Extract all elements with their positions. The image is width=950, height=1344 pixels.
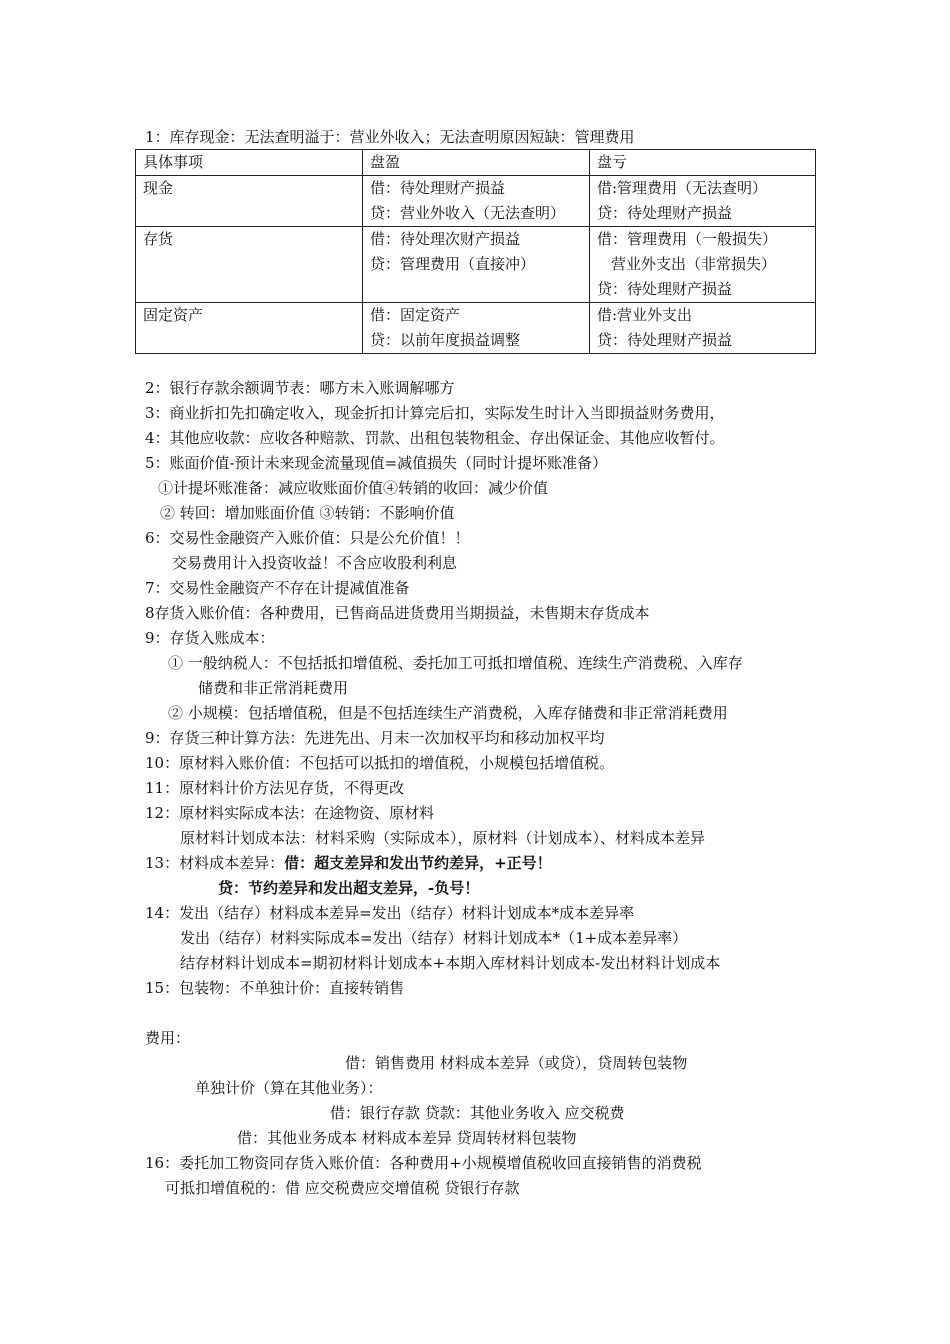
cell-text: 借：固定资产: [370, 306, 461, 324]
item-7: 7：交易性金融资产不存在计提减值准备: [145, 579, 410, 597]
item-9-sub-2: ② 小规模：包括增值税，但是不包括连续生产消费税，入库存储费和非正常消耗费用: [168, 704, 728, 722]
item-11: 11：原材料计价方法见存货，不得更改: [145, 779, 405, 797]
item-9: 9：存货入账成本：: [145, 629, 275, 647]
item-2: 2：银行存款余额调节表：哪方未入账调解哪方: [145, 379, 455, 397]
cell-text: 借：管理费用（一般损失）: [597, 230, 778, 248]
table-header-item: 具体事项: [136, 150, 363, 176]
item-13-credit: 贷：节约差异和发出超支差异，-负号！: [218, 879, 480, 897]
fee-separate-pricing: 单独计价（算在其他业务）：: [195, 1079, 383, 1097]
item-6: 6：交易性金融资产入账价值：只是公允价值！！: [145, 529, 470, 547]
cell-text: 贷：待处理财产损益: [597, 280, 733, 298]
cell-text: 贷：以前年度损益调整: [370, 331, 521, 349]
table-cell-item: 固定资产: [136, 303, 363, 354]
item-1-cash: 1：库存现金：无法查明溢于：营业外收入；无法查明原因短缺：管理费用: [145, 128, 635, 146]
cell-text: 贷：管理费用（直接冲）: [370, 255, 536, 273]
cell-text: 营业外支出（非常损失）: [611, 255, 777, 273]
cell-text: 借:营业外支出: [597, 306, 693, 324]
item-5: 5：账面价值-预计未来现金流量现值=减值损失（同时计提坏账准备）: [145, 454, 608, 472]
item-14-sub-1: 发出（结存）材料实际成本=发出（结存）材料计划成本*（1+成本差异率）: [180, 929, 688, 947]
item-9-sub-1-cont: 储费和非正常消耗费用: [198, 679, 349, 697]
table-row: [136, 176, 816, 227]
table-cell-item: 存货: [136, 227, 363, 303]
table-header-loss: 盘亏: [590, 150, 816, 176]
item-12: 12：原材料实际成本法：在途物资、原材料: [145, 804, 435, 822]
item-16: 16：委托加工物资同存货入账价值：各种费用+小规模增值税收回直接销售的消费税: [145, 1154, 702, 1172]
table-header-row: [136, 150, 816, 176]
item-12-sub: 原材料计划成本法：材料采购（实际成本），原材料（计划成本）、材料成本差异: [180, 829, 706, 847]
item-14: 14：发出（结存）材料成本差异=发出（结存）材料计划成本*成本差异率: [145, 904, 635, 922]
table-cell-loss: [590, 176, 816, 227]
table-row: [136, 227, 816, 303]
fee-heading: 费用：: [145, 1029, 191, 1047]
inventory-count-table: [135, 149, 816, 354]
item-13-prefix: 13：材料成本差异：: [145, 854, 285, 872]
item-13-debit: 借：超支差异和发出节约差异，+正号！: [284, 854, 552, 872]
table-row: [136, 303, 816, 354]
fee-entry-2: 借：银行存款 贷款：其他业务收入 应交税费: [330, 1104, 625, 1122]
cell-text: 贷：待处理财产损益: [597, 331, 733, 349]
item-9-sub-1: ① 一般纳税人：不包括抵扣增值税、委托加工可抵扣增值税、连续生产消费税、入库存: [168, 654, 743, 672]
table-cell-loss: [590, 227, 816, 303]
item-5-sub-2: ② 转回：增加账面价值 ③转销：不影响价值: [160, 504, 455, 522]
cell-text: 借：待处理财产损益: [370, 179, 506, 197]
item-13: [145, 852, 552, 874]
table-cell-gain: [363, 227, 590, 303]
table-cell-gain: [363, 303, 590, 354]
item-3: 3：商业折扣先扣确定收入，现金折扣计算完后扣，实际发生时计入当即损益财务费用，: [145, 404, 725, 422]
item-8: 8存货入账价值：各种费用，已售商品进货费用当期损益，未售期末存货成本: [145, 604, 650, 622]
fee-entry-1: 借：销售费用 材料成本差异（或贷），贷周转包装物: [345, 1054, 688, 1072]
table-cell-item: 现金: [136, 176, 363, 227]
table-cell-loss: [590, 303, 816, 354]
cell-text: 贷：待处理财产损益: [597, 204, 733, 222]
item-4: 4：其他应收款：应收各种赔款、罚款、出租包装物租金、存出保证金、其他应收暂付。: [145, 429, 725, 447]
table-cell-gain: [363, 176, 590, 227]
item-16-sub: 可抵扣增值税的：借 应交税费应交增值税 贷银行存款: [165, 1179, 520, 1197]
item-14-sub-2: 结存材料计划成本=期初材料计划成本+本期入库材料计划成本-发出材料计划成本: [180, 954, 721, 972]
item-9-methods: 9：存货三种计算方法：先进先出、月末一次加权平均和移动加权平均: [145, 729, 605, 747]
item-5-sub-1: ①计提坏账准备：减应收账面价值④转销的收回：减少价值: [158, 479, 549, 497]
cell-text: 借:管理费用（无法查明）: [597, 179, 768, 197]
fee-entry-3: 借：其他业务成本 材料成本差异 贷周转材料包装物: [237, 1129, 577, 1147]
item-15: 15：包装物：不单独计价：直接转销售: [145, 979, 405, 997]
item-6-sub: 交易费用计入投资收益！不含应收股利利息: [172, 554, 458, 572]
cell-text: 借：待处理次财产损益: [370, 230, 521, 248]
item-10: 10：原材料入账价值：不包括可以抵扣的增值税，小规模包括增值税。: [145, 754, 615, 772]
cell-text: 贷：营业外收入（无法查明）: [370, 204, 566, 222]
table-header-gain: 盘盈: [363, 150, 590, 176]
